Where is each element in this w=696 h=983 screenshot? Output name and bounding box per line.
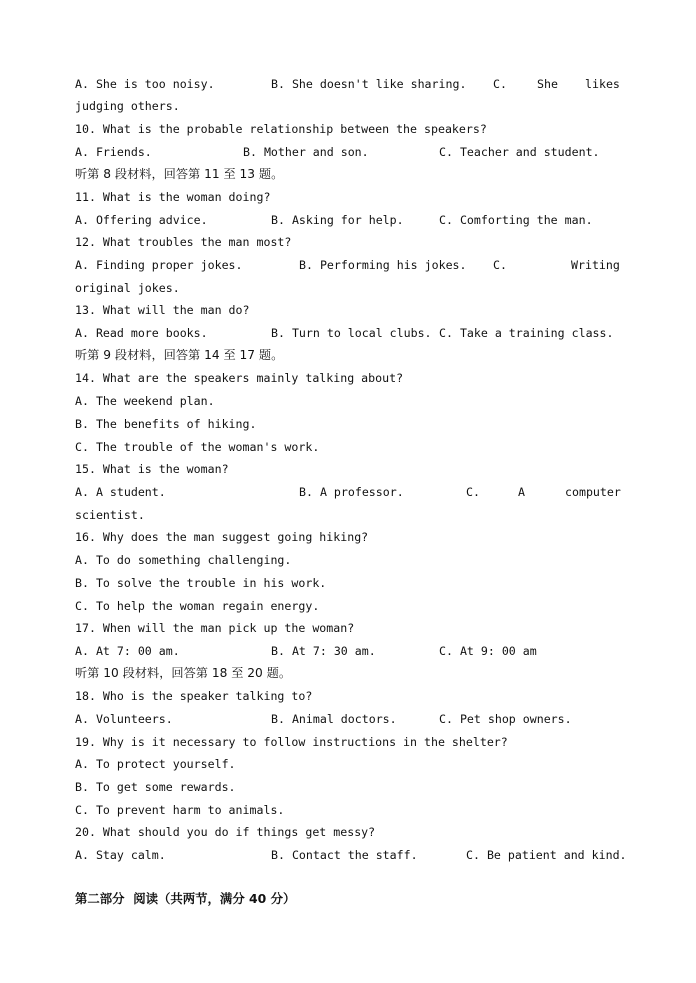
q10-option-c: C. Teacher and student. — [439, 145, 600, 159]
q15-stem: 15. What is the woman? — [75, 462, 229, 476]
q12-option-c-label: C. — [493, 258, 507, 272]
q12-option-a: A. Finding proper jokes. — [75, 258, 243, 272]
q17-option-a: A. At 7: 00 am. — [75, 644, 180, 658]
q17-option-b: B. At 7: 30 am. — [271, 644, 376, 658]
q20-option-b: B. Contact the staff. — [271, 848, 418, 862]
q20-stem: 20. What should you do if things get messy? — [75, 825, 376, 839]
q13-option-b: B. Turn to local clubs. — [271, 326, 432, 340]
q18-option-c: C. Pet shop owners. — [439, 712, 572, 726]
q12-option-c-continued: original jokes. — [75, 281, 180, 295]
q10-option-a: A. Friends. — [75, 145, 152, 159]
q18-option-a: A. Volunteers. — [75, 712, 173, 726]
q10-stem: 10. What is the probable relationship between the speakers? — [75, 122, 487, 136]
q14-option-b: B. The benefits of hiking. — [75, 417, 257, 431]
q14-option-a: A. The weekend plan. — [75, 394, 215, 408]
q10-option-b: B. Mother and son. — [243, 145, 369, 159]
q11-stem: 11. What is the woman doing? — [75, 190, 271, 204]
q20-options — [75, 847, 627, 927]
q15-option-c-word1: A — [518, 485, 525, 499]
q16-stem: 16. Why does the man suggest going hiking? — [75, 530, 369, 544]
q18-stem: 18. Who is the speaker talking to? — [75, 689, 313, 703]
q18-option-b: B. Animal doctors. — [271, 712, 397, 726]
q9-option-a: A. She is too noisy. — [75, 77, 215, 91]
q9-option-c-word2: likes — [585, 77, 620, 91]
q19-option-a: A. To protect yourself. — [75, 757, 236, 771]
q20-option-c: C. Be patient and kind. — [466, 848, 627, 862]
q15-option-b: B. A professor. — [299, 485, 404, 499]
q15-option-c-word2: computer — [565, 485, 621, 499]
q15-option-a: A. A student. — [75, 485, 166, 499]
q15-option-c-label: C. — [466, 485, 480, 499]
q9-option-c-word1: She — [537, 77, 558, 91]
q13-option-c: C. Take a training class. — [439, 326, 614, 340]
q11-option-c: C. Comforting the man. — [439, 213, 593, 227]
q11-option-b: B. Asking for help. — [271, 213, 404, 227]
q16-option-a: A. To do something challenging. — [75, 553, 292, 567]
segment-9-instruction: 听第 9 段材料，回答第 14 至 17 题。 — [75, 348, 284, 362]
segment-10-instruction: 听第 10 段材料，回答第 18 至 20 题。 — [75, 666, 292, 680]
segment-8-instruction: 听第 8 段材料，回答第 11 至 13 题。 — [75, 167, 284, 181]
q13-stem: 13. What will the man do? — [75, 303, 250, 317]
q9-option-c-label: C. — [493, 77, 507, 91]
q9-option-c-continued: judging others. — [75, 99, 180, 113]
q16-option-b: B. To solve the trouble in his work. — [75, 576, 327, 590]
q15-option-c-continued: scientist. — [75, 508, 145, 522]
q14-stem: 14. What are the speakers mainly talking about? — [75, 371, 404, 385]
q11-option-a: A. Offering advice. — [75, 213, 208, 227]
q17-option-c: C. At 9: 00 am — [439, 644, 537, 658]
q13-option-a: A. Read more books. — [75, 326, 208, 340]
q14-option-c: C. The trouble of the woman's work. — [75, 440, 320, 454]
part-2-heading: 第二部分 阅读（共两节，满分 40 分） — [75, 891, 296, 906]
q19-option-b: B. To get some rewards. — [75, 780, 236, 794]
q12-stem: 12. What troubles the man most? — [75, 235, 292, 249]
q12-option-b: B. Performing his jokes. — [299, 258, 467, 272]
q12-option-c-word1: Writing — [571, 258, 620, 272]
q19-stem: 19. Why is it necessary to follow instructions in the shelter? — [75, 735, 508, 749]
q9-option-b: B. She doesn't like sharing. — [271, 77, 467, 91]
q16-option-c: C. To help the woman regain energy. — [75, 599, 320, 613]
q17-stem: 17. When will the man pick up the woman? — [75, 621, 355, 635]
q20-option-a: A. Stay calm. — [75, 848, 166, 862]
q19-option-c: C. To prevent harm to animals. — [75, 803, 285, 817]
